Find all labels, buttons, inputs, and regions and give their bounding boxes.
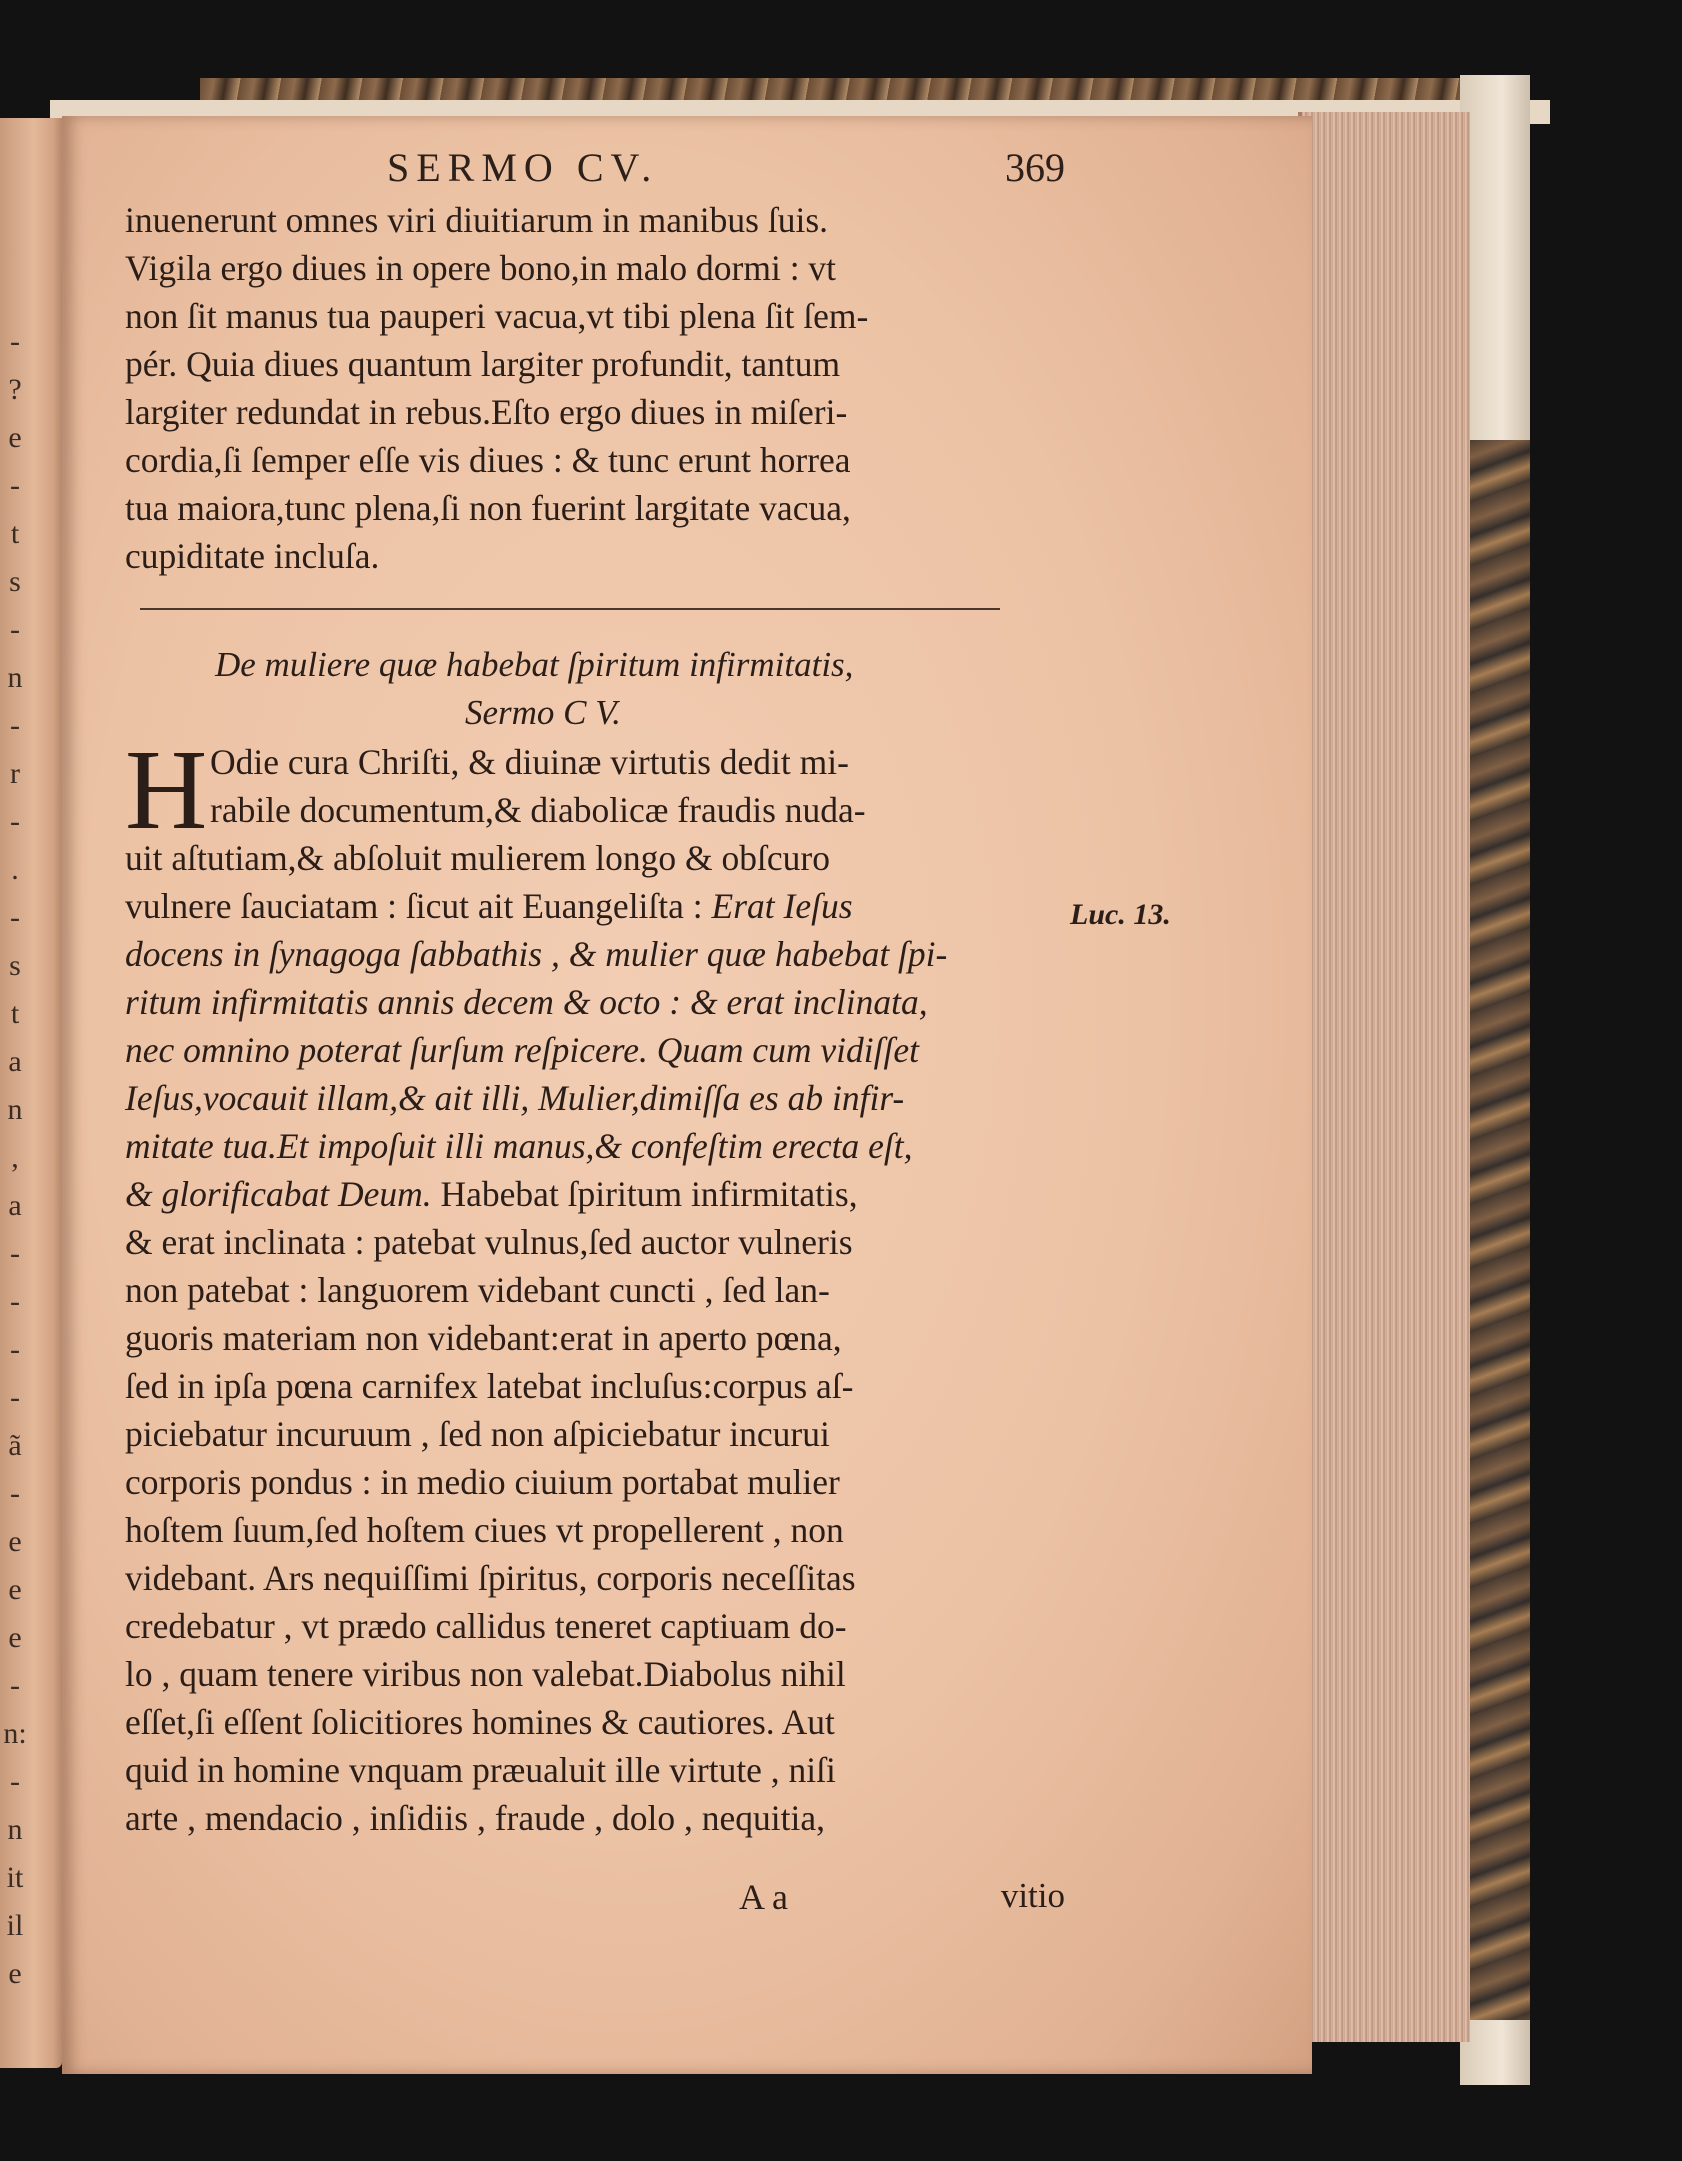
text-line: pér. Quia diues quantum largiter profundit, tantum <box>125 344 841 384</box>
left-page-fragment: . <box>11 853 19 886</box>
left-page-fragment: s <box>9 565 21 598</box>
left-page-fragment: , <box>11 1141 19 1174</box>
catchword: vitio <box>1000 1876 1065 1915</box>
text-line <box>125 1698 1065 1746</box>
text-line <box>125 1266 1065 1314</box>
left-page-fragment: - <box>10 613 20 646</box>
left-page-fragment: - <box>10 709 20 742</box>
text-line <box>125 1458 1065 1506</box>
roman-text: vulnere ſauciatam : ſicut ait Euangeliſta : <box>125 886 712 926</box>
text-line <box>125 1746 1065 1794</box>
text-line: tua maiora,tunc plena,ſi non fuerint largitate vacua, <box>125 488 851 528</box>
roman-text: rabile documentum,& diabolicæ fraudis nuda- <box>210 790 866 830</box>
text-line <box>125 1074 1065 1122</box>
text-line <box>125 1170 1065 1218</box>
text-line <box>125 738 1065 786</box>
roman-text: arte , mendacio , inſidiis , fraude , dolo , nequitia, <box>125 1798 825 1838</box>
roman-text: piciebatur incuruum , ſed non aſpiciebatur incurui <box>125 1414 830 1454</box>
roman-text: Odie cura Chriſti, & diuinæ virtutis dedit mi- <box>210 742 849 782</box>
roman-text: guoris materiam non videbant:erat in aperto pœna, <box>125 1318 842 1358</box>
left-page-fragment: e <box>8 421 22 454</box>
text-line <box>125 1362 1065 1410</box>
text-line <box>125 834 1065 882</box>
roman-text: Habebat ſpiritum infirmitatis, <box>431 1174 858 1214</box>
page-footer <box>125 1876 1065 1926</box>
left-page-fragment: - <box>10 1669 20 1702</box>
text-line <box>125 1218 1065 1266</box>
sermon-heading-line-1: De muliere quæ habebat ſpiritum infirmitatis, <box>215 645 854 684</box>
text-line <box>125 978 1065 1026</box>
roman-text: non patebat : languorem videbant cuncti , ſed lan- <box>125 1270 830 1310</box>
left-page-fragment: - <box>10 469 20 502</box>
left-page-fragment: - <box>10 1765 20 1798</box>
page-number: 369 <box>1005 145 1065 190</box>
page-header <box>125 144 1065 194</box>
left-page-fragment: e <box>8 1573 22 1606</box>
italic-text: docens in ſynagoga ſabbathis , & mulier quæ habebat ſpi- <box>125 934 948 974</box>
left-page-edge <box>0 118 62 2068</box>
running-title: SERMO CV. <box>387 145 659 190</box>
marbled-board <box>1466 440 1530 2020</box>
roman-text: corporis pondus : in medio ciuium portabat mulier <box>125 1462 840 1502</box>
roman-text: credebatur , vt prædo callidus teneret captiuam do- <box>125 1606 847 1646</box>
text-line <box>125 1026 1065 1074</box>
paragraph-1 <box>125 196 1065 580</box>
left-page-fragment: - <box>10 325 20 358</box>
text-line <box>125 786 1065 834</box>
section-divider <box>140 608 1000 610</box>
roman-text: eſſet,ſi eſſent ſolicitiores homines & cautiores. Aut <box>125 1702 835 1742</box>
left-page-fragment: e <box>8 1957 22 1990</box>
left-page-fragment: n <box>7 661 23 694</box>
left-page-fragment: r <box>10 757 20 790</box>
roman-text: & erat inclinata : patebat vulnus,ſed auctor vulneris <box>125 1222 853 1262</box>
roman-text: hoſtem ſuum,ſed hoſtem ciues vt propellerent , non <box>125 1510 844 1550</box>
margin-reference: Luc. 13. <box>1070 898 1171 931</box>
left-page-fragment: a <box>8 1189 22 1222</box>
text-line: cordia,ſi ſemper eſſe vis diues : & tunc erunt horrea <box>125 440 851 480</box>
text-line <box>125 882 1065 930</box>
text-line: non ſit manus tua pauperi vacua,vt tibi plena ſit ſem- <box>125 296 869 336</box>
left-page-fragment: - <box>10 1285 20 1318</box>
left-page-fragment: n: <box>3 1717 27 1750</box>
text-line: Vigila ergo diues in opere bono,in malo dormi : vt <box>125 248 837 288</box>
left-page-fragment: n <box>7 1093 23 1126</box>
left-page-fragment: - <box>10 901 20 934</box>
italic-text: Erat Ieſus <box>711 886 853 926</box>
page-block-edge <box>1298 112 1470 2042</box>
left-page-fragment: a <box>8 1045 22 1078</box>
left-page-fragment: t <box>10 997 20 1030</box>
text-line <box>125 1410 1065 1458</box>
text-line: largiter redundat in rebus.Eſto ergo diues in miſeri- <box>125 392 848 432</box>
roman-text: ſed in ipſa pœna carnifex latebat incluſus:corpus aſ- <box>125 1366 854 1406</box>
roman-text: quid in homine vnquam præualuit ille virtute , niſi <box>125 1750 836 1790</box>
left-page-fragment: - <box>10 1333 20 1366</box>
roman-text: uit aſtutiam,& abſoluit mulierem longo & obſcuro <box>125 838 830 878</box>
italic-text: ritum infirmitatis annis decem & octo : & erat inclinata, <box>125 982 928 1022</box>
left-page-fragment: - <box>10 1477 20 1510</box>
left-page-fragment: e <box>8 1621 22 1654</box>
left-page-fragment: il <box>6 1909 24 1942</box>
text-line: cupiditate incluſa. <box>125 536 380 576</box>
drop-cap: H <box>125 726 208 853</box>
italic-text: nec omnino poterat ſurſum reſpicere. Quam cum vidiſſet <box>125 1030 919 1070</box>
text-line <box>125 1650 1065 1698</box>
text-line <box>125 1122 1065 1170</box>
left-page-fragment: s <box>9 949 21 982</box>
text-line <box>125 930 1065 978</box>
italic-text: mitate tua.Et impoſuit illi manus,& confeſtim erecta eſt, <box>125 1126 913 1166</box>
left-page-fragment: e <box>8 1525 22 1558</box>
text-line <box>125 1506 1065 1554</box>
left-page-fragment: t <box>10 517 20 550</box>
text-line <box>125 1794 1065 1842</box>
text-line <box>125 1602 1065 1650</box>
left-page-fragments <box>2 318 28 1998</box>
left-page-fragment: n <box>7 1813 23 1846</box>
left-page-fragment: ? <box>8 373 22 406</box>
roman-text: lo , quam tenere viribus non valebat.Diabolus nihil <box>125 1654 846 1694</box>
left-page-fragment: - <box>10 1237 20 1270</box>
text-line <box>125 1554 1065 1602</box>
left-page-fragment: - <box>10 1381 20 1414</box>
italic-text: Ieſus,vocauit illam,& ait illi, Mulier,dimiſſa es ab infir- <box>125 1078 905 1118</box>
italic-text: & glorificabat Deum. <box>125 1174 432 1214</box>
text-line <box>125 1314 1065 1362</box>
left-page-fragment: it <box>6 1861 24 1894</box>
sermon-heading-line-2: Sermo C V. <box>465 693 621 732</box>
left-page-fragment: - <box>10 805 20 838</box>
paragraph-2 <box>125 726 1065 1842</box>
roman-text: videbant. Ars nequiſſimi ſpiritus, corporis neceſſitas <box>125 1558 856 1598</box>
left-page-fragment: ã <box>8 1429 22 1462</box>
text-line: inuenerunt omnes viri diuitiarum in manibus ſuis. <box>125 200 829 240</box>
signature-mark: A a <box>739 1877 788 1917</box>
